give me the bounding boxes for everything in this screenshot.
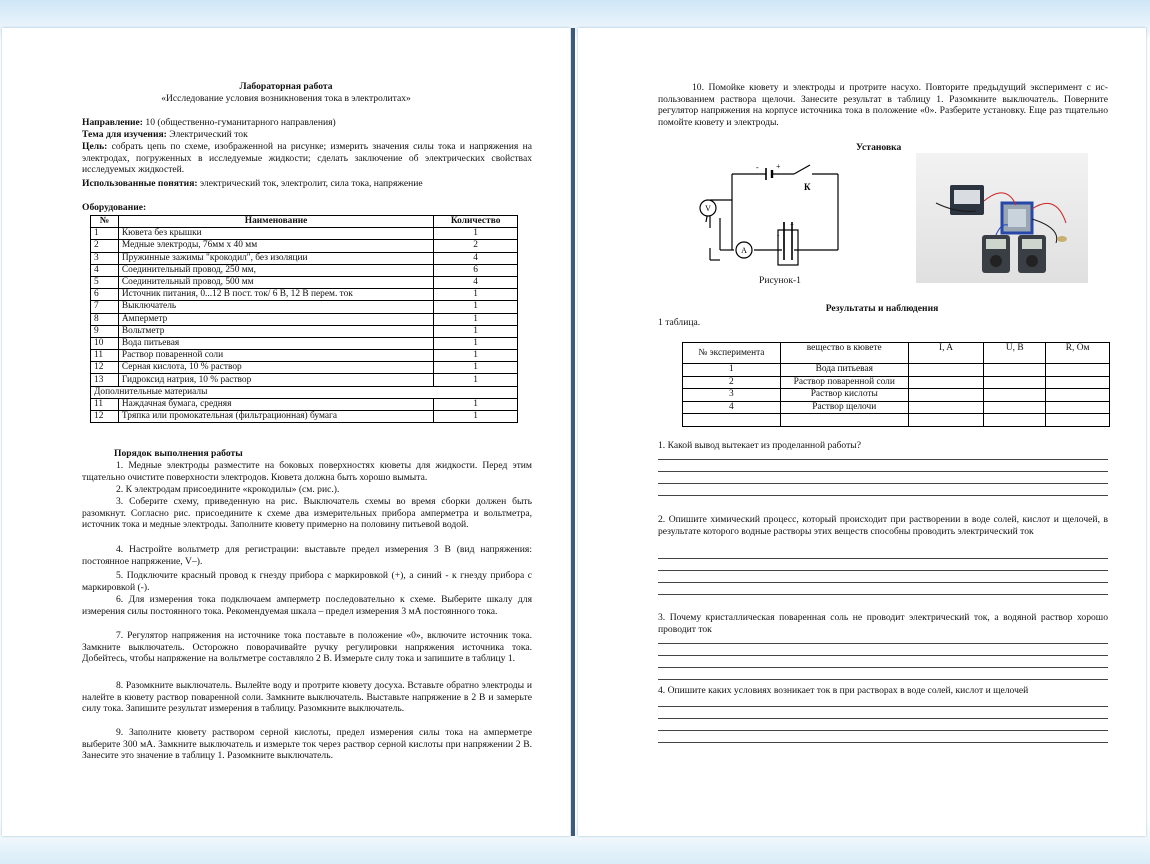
equipment-name: Кювета без крышки: [118, 228, 433, 240]
equipment-row: [91, 228, 518, 240]
results-substance: Раствор кислоты: [780, 389, 908, 402]
switch-label: К: [804, 182, 811, 192]
equipment-quantity: 1: [434, 350, 518, 362]
equipment-number: 8: [91, 313, 119, 325]
equipment-number: 2: [91, 240, 119, 252]
equipment-number: 5: [91, 276, 119, 288]
equipment-table: [90, 215, 518, 423]
equipment-row: [91, 240, 518, 252]
equipment-quantity: 1: [434, 337, 518, 349]
lab-subtitle: «Исследование условия возникновения тока в электролитах»: [161, 93, 411, 104]
equipment-name: Источник питания, 0...12 В пост. ток/ 6 В, 12 В перем. ток: [118, 289, 433, 301]
topic-label: Тема для изучения:: [82, 129, 167, 140]
goal-value: собрать цепь по схеме, изображенной на рисунке; измерить значения силы тока и напряжения на электродах, погруженных в исследуемые жидкости; сделать заключение об электрических свойствах исследуемых жидкостей.: [82, 141, 532, 176]
equipment-name: Гидроксид натрия, 10 % раствор: [118, 374, 433, 386]
goal-label: Цель:: [82, 141, 108, 152]
results-row: [683, 389, 1110, 402]
equipment-number: 3: [91, 252, 119, 264]
right-page: [578, 28, 1146, 836]
step-1: 1. Медные электроды разместите на боковых поверхностях кюветы для жидкости. Перед этим тщательно очистите поверхности электродов. Кювета должна быть хорошо вымыта.: [82, 460, 532, 483]
setup-photo: [916, 153, 1088, 283]
results-row: [683, 401, 1110, 414]
results-voltage[interactable]: [984, 414, 1046, 427]
results-resistance[interactable]: [1046, 389, 1110, 402]
equipment-quantity: 1: [434, 301, 518, 313]
equipment-row: [91, 252, 518, 264]
answer-line[interactable]: [658, 667, 1108, 668]
equipment-row: [91, 276, 518, 288]
answer-line[interactable]: [658, 483, 1108, 484]
results-header-voltage: U, В: [984, 343, 1046, 364]
procedure-heading: Порядок выполнения работы: [114, 448, 243, 459]
equipment-heading: Оборудование:: [82, 202, 147, 213]
equipment-name: Вольтметр: [118, 325, 433, 337]
step-4: 4. Настройте вольтметр для регистрации: выставьте предел измерения 3 В (вид напряжения: постоянное напряжение, V–).: [82, 544, 532, 567]
equipment-row: [91, 411, 518, 423]
results-number: 4: [683, 401, 781, 414]
answer-line[interactable]: [658, 570, 1108, 571]
equipment-quantity: 1: [434, 398, 518, 410]
results-header-row: [683, 343, 1110, 364]
results-number: [683, 414, 781, 427]
answer-line[interactable]: [658, 643, 1108, 644]
results-row: [683, 376, 1110, 389]
equipment-quantity: 6: [434, 264, 518, 276]
answer-line[interactable]: [658, 582, 1108, 583]
equipment-row: [91, 350, 518, 362]
results-substance: Раствор поваренной соли: [780, 376, 908, 389]
answer-line[interactable]: [658, 679, 1108, 680]
answer-line[interactable]: [658, 655, 1108, 656]
equipment-number: 13: [91, 374, 119, 386]
equipment-row: [91, 337, 518, 349]
equipment-row: [91, 374, 518, 386]
equipment-name: Медные электроды, 76мм х 40 мм: [118, 240, 433, 252]
results-resistance[interactable]: [1046, 414, 1110, 427]
equipment-number: 12: [91, 362, 119, 374]
left-page: [2, 28, 570, 836]
results-number: 1: [683, 364, 781, 377]
results-header-substance: вещество в кювете: [780, 343, 908, 364]
svg-text:+: +: [790, 221, 794, 229]
answer-line[interactable]: [658, 459, 1108, 460]
question-4: 4. Опишите каких условиях возникает ток в при растворах в воде солей, кислот и щелочей: [658, 685, 1029, 696]
step-7: 7. Регулятор напряжения на источнике тока поставьте в положение «0», включите источник тока. Замкните выключатель. Осторожно поворачивайте ручку регулировки напряжения источника тока. Добейтесь, чтобы напряжение на вольтметре составляло 2 В. Измерьте силу тока и запишите в таблицу 1.: [82, 630, 532, 665]
topic-value: Электрический ток: [166, 129, 248, 140]
equipment-name: Вода питьевая: [118, 337, 433, 349]
results-voltage[interactable]: [984, 389, 1046, 402]
direction-value: 10 (общественно-гуманитарного направления): [143, 117, 336, 128]
equipment-number: 4: [91, 264, 119, 276]
results-header-current: I, A: [908, 343, 984, 364]
equipment-quantity: 1: [434, 411, 518, 423]
step-5: 5. Подключите красный провод к гнезду прибора с маркировкой (+), а синий - к гнезду прибора с маркировкой (-).: [82, 570, 532, 593]
step-3: 3. Соберите схему, приведенную на рис. Выключатель схемы во время сборки должен быть разомкнут. Согласно рис. присоедините к схеме два измерительных прибора амперметра и вольтметра, источник тока и медные электроды. Заполните кювету примерно на половину питьевой водой.: [82, 496, 532, 531]
results-current[interactable]: [908, 364, 984, 377]
figure-caption: Рисунок-1: [759, 275, 801, 286]
equipment-name: Пружинные зажимы "крокодил", без изоляции: [118, 252, 433, 264]
step-10: 10. Помойке кювету и электроды и протрите насухо. Повторите предыдущий эксперимент с ис- пользованием раствора щелочи. Занесите результат в таблицу 1. Разомкните выключатель. Поверните регулятор напряжения на корпусе источника тока в положение «0». Разберите установку. Еще раз тщательно помойте кювету и электроды.: [658, 82, 1108, 128]
results-header-resistance: R, Ом: [1046, 343, 1110, 364]
results-resistance[interactable]: [1046, 364, 1110, 377]
equipment-quantity: 1: [434, 228, 518, 240]
equipment-number: 9: [91, 325, 119, 337]
equipment-row: [91, 289, 518, 301]
results-row: [683, 414, 1110, 427]
question-3: 3. Почему кристаллическая поваренная соль не проводит электрический ток, а водяной раствор хорошо проводит ток: [658, 612, 1108, 635]
circuit-diagram: [690, 160, 850, 270]
equipment-row: [91, 264, 518, 276]
page-divider: [571, 28, 575, 836]
equipment-number: 11: [91, 398, 119, 410]
results-current[interactable]: [908, 389, 984, 402]
svg-text:-: -: [777, 231, 780, 239]
equipment-number: 6: [91, 289, 119, 301]
answer-line[interactable]: [658, 718, 1108, 719]
setup-heading: Установка: [856, 142, 902, 153]
equipment-row: [91, 398, 518, 410]
minus-label: -: [756, 163, 759, 172]
results-number: 2: [683, 376, 781, 389]
results-substance: Раствор щелочи: [780, 401, 908, 414]
equipment-number: 1: [91, 228, 119, 240]
results-voltage[interactable]: [984, 376, 1046, 389]
question-1: 1. Какой вывод вытекает из проделанной работы?: [658, 440, 861, 451]
equipment-name: Серная кислота, 10 % раствор: [118, 362, 433, 374]
results-current[interactable]: [908, 414, 984, 427]
results-resistance[interactable]: [1046, 401, 1110, 414]
header-name: Наименование: [118, 216, 433, 228]
answer-line[interactable]: [658, 594, 1108, 595]
equipment-name: Амперметр: [118, 313, 433, 325]
equipment-row: [91, 301, 518, 313]
answer-line[interactable]: [658, 471, 1108, 472]
results-voltage[interactable]: [984, 364, 1046, 377]
results-current[interactable]: [908, 376, 984, 389]
answer-line[interactable]: [658, 495, 1108, 496]
voltmeter-label: V: [705, 204, 711, 213]
extra-materials-row: [91, 386, 518, 398]
goal-paragraph: [82, 141, 532, 176]
topic-line: [82, 129, 248, 141]
equipment-name: Тряпка или промокательная (фильтрационная) бумага: [118, 411, 433, 423]
answer-line[interactable]: [658, 742, 1108, 743]
results-current[interactable]: [908, 401, 984, 414]
answer-line[interactable]: [658, 558, 1108, 559]
header-quantity: Количество: [434, 216, 518, 228]
header-number: №: [91, 216, 119, 228]
results-voltage[interactable]: [984, 401, 1046, 414]
direction-line: [82, 117, 336, 129]
step-8: 8. Разомкните выключатель. Вылейте воду и протрите кювету досуха. Вставьте обратно электроды и налейте в кювету раствор поваренной соли. Замкните выключатель. Выставьте напряжение в 2 В и замерьте силу тока. Запишите результат измерения в таблицу. Разомкните выключатель.: [82, 680, 532, 715]
equipment-quantity: 4: [434, 276, 518, 288]
step-2: 2. К электродам присоедините «крокодилы» (см. рис.).: [116, 484, 340, 495]
extra-materials-heading: Дополнительные материалы: [91, 386, 518, 398]
lab-title: Лабораторная работа: [239, 81, 333, 92]
equipment-name: Раствор поваренной соли: [118, 350, 433, 362]
equipment-number: 7: [91, 301, 119, 313]
concepts-line: [82, 178, 423, 190]
equipment-number: 11: [91, 350, 119, 362]
results-substance: Вода питьевая: [780, 364, 908, 377]
results-heading: Результаты и наблюдения: [825, 303, 939, 314]
ammeter-label: A: [741, 246, 747, 255]
equipment-quantity: 1: [434, 313, 518, 325]
equipment-quantity: 1: [434, 325, 518, 337]
equipment-quantity: 1: [434, 289, 518, 301]
equipment-row: [91, 325, 518, 337]
equipment-name: Соединительный провод, 500 мм: [118, 276, 433, 288]
answer-line[interactable]: [658, 730, 1108, 731]
direction-label: Направление:: [82, 117, 143, 128]
equipment-quantity: 4: [434, 252, 518, 264]
equipment-name: Выключатель: [118, 301, 433, 313]
equipment-number: 10: [91, 337, 119, 349]
concepts-label: Использованные понятия:: [82, 178, 198, 189]
results-number: 3: [683, 389, 781, 402]
equipment-quantity: 1: [434, 374, 518, 386]
equipment-row: [91, 313, 518, 325]
plus-label: +: [776, 162, 781, 171]
step-6: 6. Для измерения тока подключаем амперметр последовательно к схеме. Выберите шкалу для измерения силы постоянного тока. Рекомендуемая шкала – предел измерения 3 мА постоянного тока.: [82, 594, 532, 617]
equipment-number: 12: [91, 411, 119, 423]
results-header-number: № эксперимента: [683, 343, 781, 364]
answer-line[interactable]: [658, 706, 1108, 707]
results-table: [682, 342, 1110, 427]
results-table-caption: 1 таблица.: [658, 317, 701, 328]
question-2: 2. Опишите химический процесс, который происходит при растворении в воде солей, кислот и щелочей, в результате которого водные растворы этих веществ способны проводить электрический ток: [658, 514, 1108, 537]
equipment-quantity: 1: [434, 362, 518, 374]
equipment-header-row: [91, 216, 518, 228]
step-9: 9. Заполните кювету раствором серной кислоты, предел измерения силы тока на амперметре выберите 300 мА. Замкните выключатель и измерьте ток через раствор серной кислоты при напряжении 2 В. Занесите это значение в таблицу 1. Разомкните выключатель.: [82, 727, 532, 762]
results-substance: [780, 414, 908, 427]
concepts-value: электрический ток, электролит, сила тока, напряжение: [197, 178, 423, 189]
equipment-name: Соединительный провод, 250 мм,: [118, 264, 433, 276]
results-resistance[interactable]: [1046, 376, 1110, 389]
equipment-quantity: 2: [434, 240, 518, 252]
results-row: [683, 364, 1110, 377]
equipment-name: Наждачная бумага, средняя: [118, 398, 433, 410]
equipment-row: [91, 362, 518, 374]
